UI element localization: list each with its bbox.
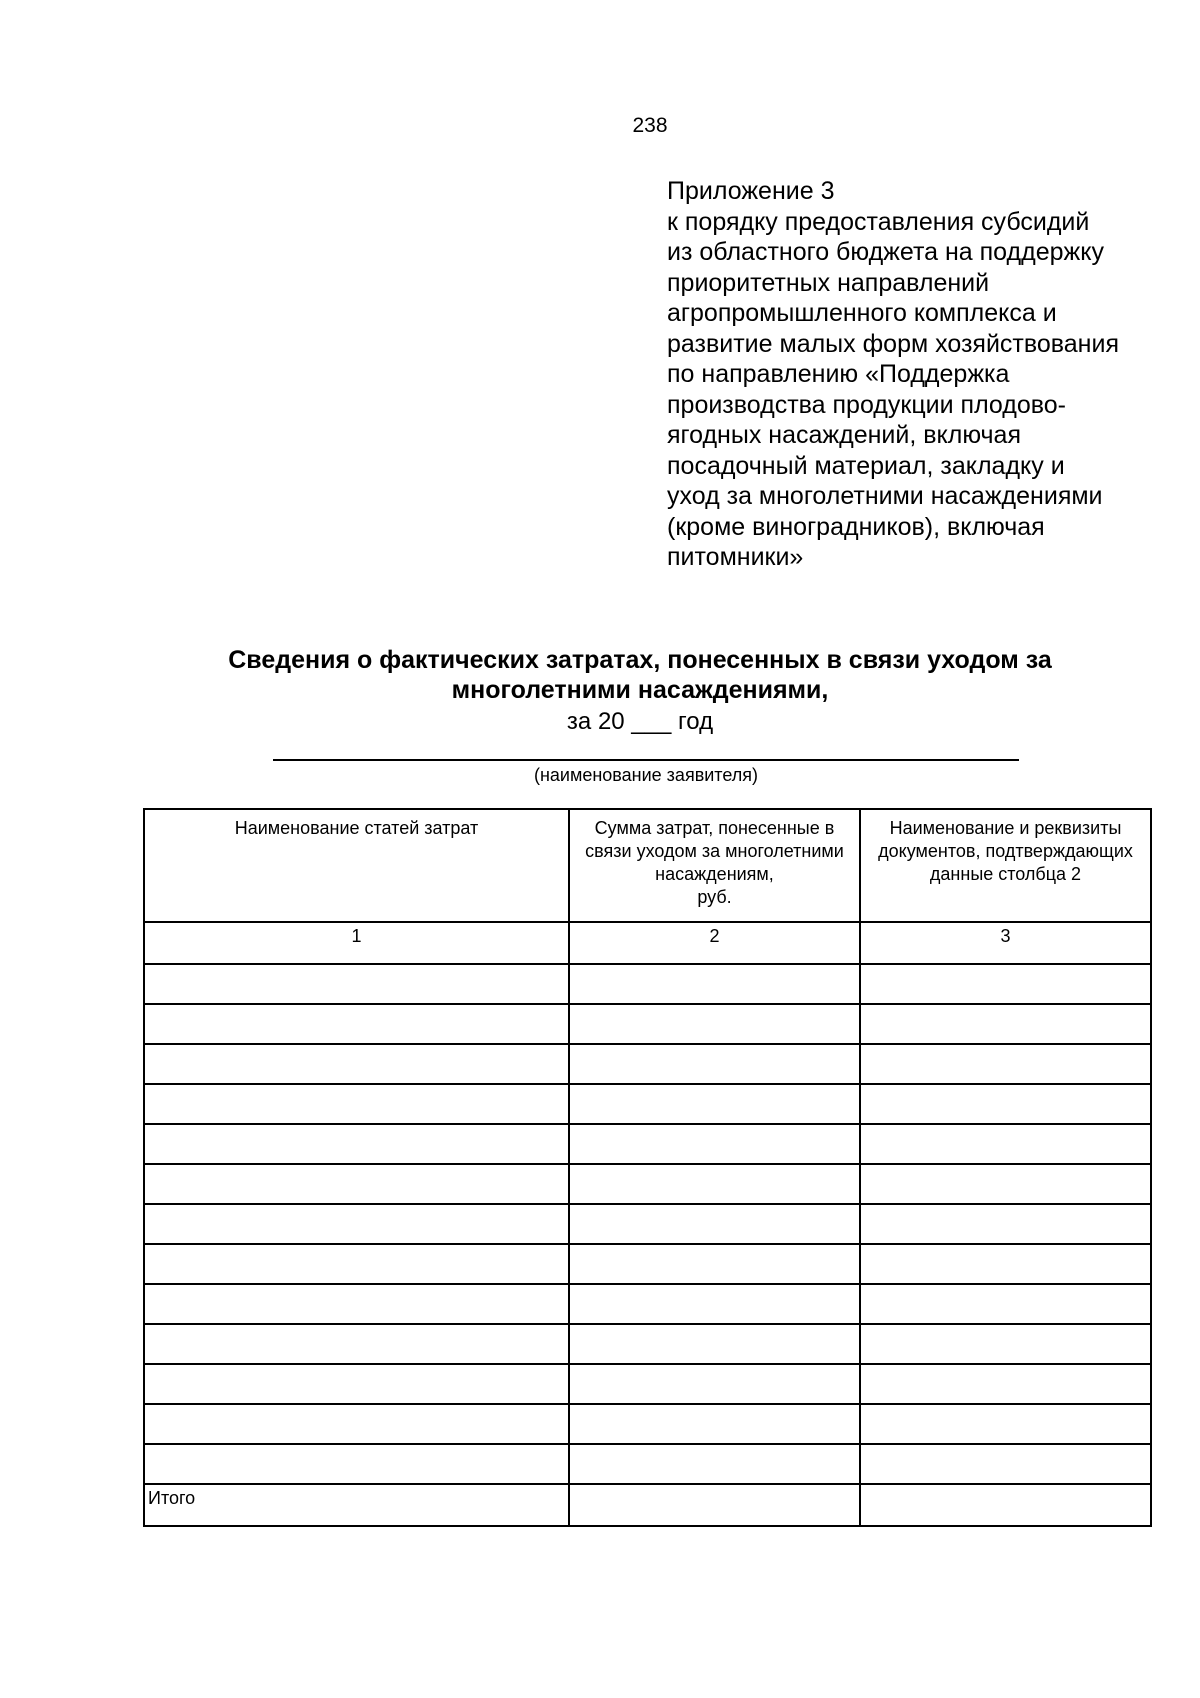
table-cell[interactable] [144, 1204, 569, 1244]
table-cell[interactable] [860, 1084, 1151, 1124]
header-text: данные столбца 2 [929, 864, 1082, 884]
table-cell[interactable] [144, 1244, 569, 1284]
table-cell[interactable] [860, 964, 1151, 1004]
appendix-line: агропромышленного комплекса и [667, 299, 1057, 327]
table-cell[interactable] [144, 1404, 569, 1444]
table-cell[interactable] [569, 1244, 860, 1284]
table-row [144, 1284, 1151, 1324]
table-row [144, 1124, 1151, 1164]
table-row [144, 1004, 1151, 1044]
table-cell[interactable] [144, 1284, 569, 1324]
table-cell[interactable] [860, 1404, 1151, 1444]
table-cell[interactable] [860, 1204, 1151, 1244]
table-cell[interactable] [860, 1044, 1151, 1084]
report-period: за 20 ___ год [566, 708, 714, 735]
appendix-line: ягодных насаждений, включая [667, 421, 1021, 449]
table-row [144, 1244, 1151, 1284]
table-cell[interactable] [860, 1324, 1151, 1364]
table-cell[interactable] [569, 1444, 860, 1484]
appendix-line: посадочный материал, закладку и [667, 451, 1065, 480]
table-cell[interactable] [144, 1164, 569, 1204]
header-cell-documents [860, 809, 1151, 922]
total-amount-cell[interactable] [569, 1484, 860, 1526]
table-row [144, 1444, 1151, 1484]
table-cell[interactable] [860, 1364, 1151, 1404]
header-cell-cost-amount [569, 809, 860, 922]
table-cell[interactable] [569, 1164, 860, 1204]
applicant-caption: (наименование заявителя) [533, 765, 759, 785]
table-row [144, 1324, 1151, 1364]
table-cell[interactable] [569, 964, 860, 1004]
header-text: связи уходом за многолетними [585, 841, 844, 861]
appendix-line: по направлению «Поддержка [667, 360, 1010, 388]
page-number: 238 [632, 114, 668, 137]
appendix-line: производства продукции плодово- [667, 390, 1067, 419]
table-cell[interactable] [860, 1004, 1151, 1044]
table-cell[interactable] [144, 1004, 569, 1044]
table-cell[interactable] [144, 1124, 569, 1164]
table-cell[interactable] [569, 1324, 860, 1364]
table-row [144, 1404, 1151, 1444]
table-cell[interactable] [569, 1364, 860, 1404]
column-number-row [144, 922, 1151, 964]
header-text: насаждениям, [655, 864, 774, 884]
table-cell[interactable] [144, 1444, 569, 1484]
header-text: документов, подтверждающих [878, 841, 1133, 861]
table-cell[interactable] [569, 1404, 860, 1444]
title-line: Сведения о фактических затратах, понесенных в связи уходом за [228, 646, 1052, 674]
table-row [144, 1044, 1151, 1084]
table-row [144, 1084, 1151, 1124]
appendix-line: из областного бюджета на поддержку [667, 238, 1104, 266]
total-documents-cell[interactable] [860, 1484, 1151, 1526]
table-cell[interactable] [569, 1284, 860, 1324]
header-text: руб. [697, 887, 732, 907]
table-cell[interactable] [144, 1364, 569, 1404]
header-text: Наименование статей затрат [234, 818, 479, 838]
title-line: многолетними насаждениями, [451, 676, 829, 704]
table-cell[interactable] [569, 1004, 860, 1044]
table-row [144, 1204, 1151, 1244]
column-number: 2 [569, 922, 860, 964]
appendix-block [667, 176, 1167, 573]
total-row [144, 1484, 1151, 1526]
table-row [144, 964, 1151, 1004]
header-row [144, 809, 1151, 922]
table-cell[interactable] [860, 1124, 1151, 1164]
table-cell[interactable] [569, 1044, 860, 1084]
table-cell[interactable] [860, 1244, 1151, 1284]
appendix-line: Приложение 3 [667, 177, 835, 205]
column-number: 1 [144, 922, 569, 964]
table-row [144, 1164, 1151, 1204]
appendix-line: (кроме виноградников), включая [667, 512, 1045, 541]
table-cell[interactable] [860, 1444, 1151, 1484]
appendix-line: к порядку предоставления субсидий [667, 207, 1090, 236]
appendix-line: приоритетных направлений [667, 268, 990, 297]
table-cell[interactable] [144, 964, 569, 1004]
table-cell[interactable] [569, 1124, 860, 1164]
appendix-line: уход за многолетними насаждениями [667, 482, 1103, 510]
table-cell[interactable] [860, 1284, 1151, 1324]
total-label: Итого [144, 1484, 569, 1526]
header-text: Наименование и реквизиты [889, 818, 1122, 838]
table-cell[interactable] [144, 1044, 569, 1084]
appendix-line: питомники» [667, 543, 804, 571]
table-cell[interactable] [569, 1204, 860, 1244]
header-text: Сумма затрат, понесенные в [594, 818, 835, 838]
costs-table [143, 808, 1152, 1527]
table-cell[interactable] [144, 1084, 569, 1124]
table-row [144, 1364, 1151, 1404]
table-cell[interactable] [144, 1324, 569, 1364]
header-cell-cost-items [144, 809, 569, 922]
table-cell[interactable] [569, 1084, 860, 1124]
column-number: 3 [860, 922, 1151, 964]
document-title [200, 645, 1080, 705]
table-cell[interactable] [860, 1164, 1151, 1204]
appendix-line: развитие малых форм хозяйствования [667, 329, 1119, 358]
applicant-name-line [273, 759, 1019, 761]
